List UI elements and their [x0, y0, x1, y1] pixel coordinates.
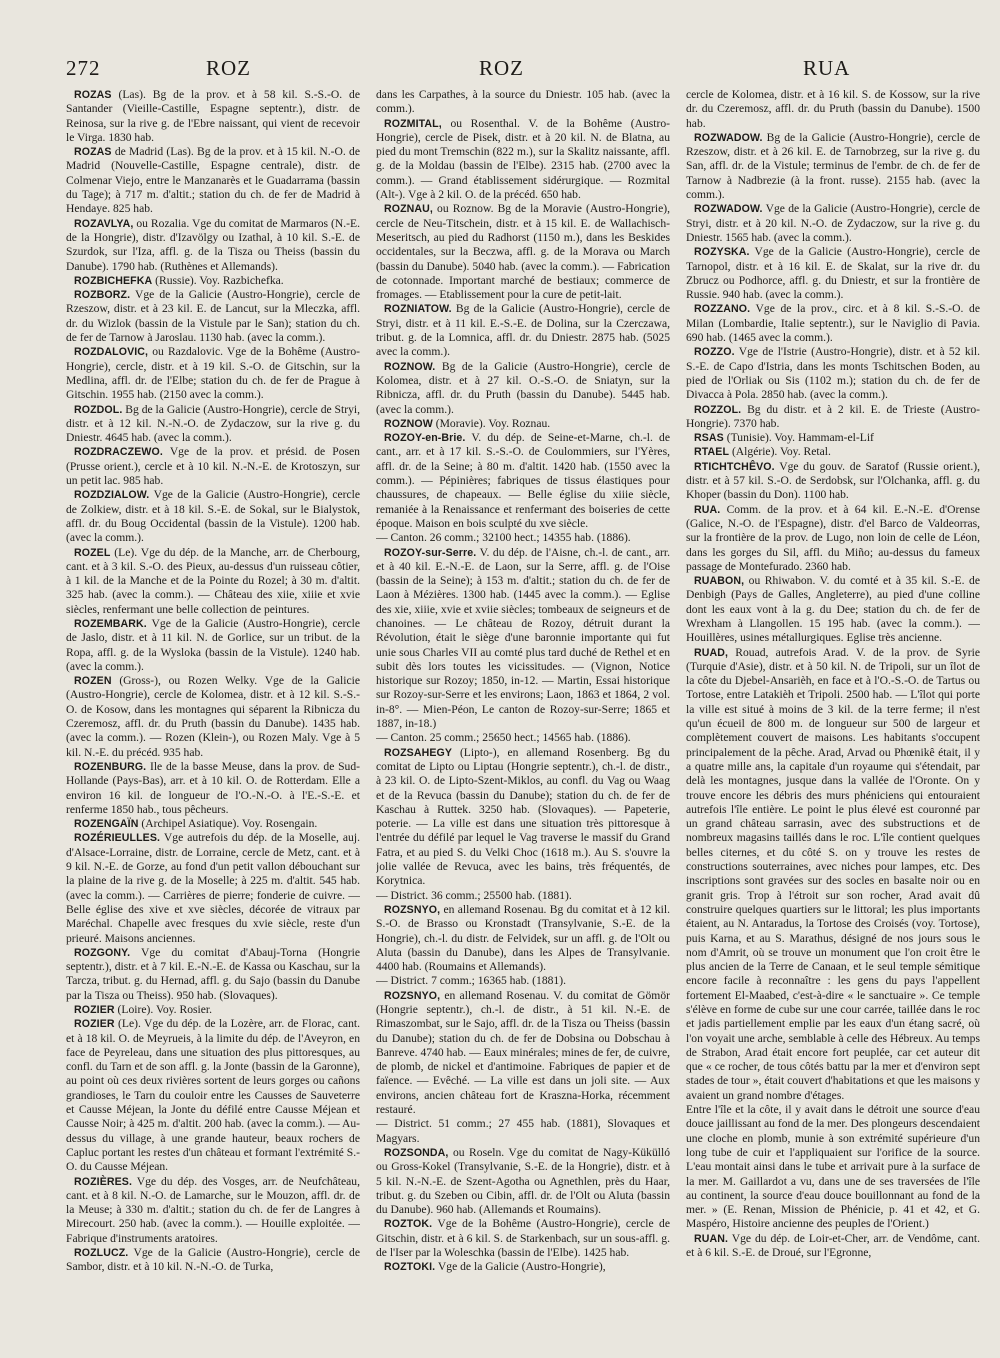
entry-text: Vge de la Galicie (Austro-Hongrie), cercle de Rzeszow, distr. et à 23 kil. E. de Lancut, sur la Mleczka, affl. dr. du Wizlok (bassin de la Vistule par le San); station du ch. de fer de Tarnow à Jaroslau. 1130 hab. (avec la comm.).: [66, 288, 360, 345]
entry-text: (Russie). Voy. Razbichefka.: [155, 273, 284, 287]
entry-text: ou Roseln. Vge du comitat de Nagy-Kükülló ou Gross-Kokel (Transylvanie, S.-E. de la Hongrie), distr. et à 5 kil. N.-N.-E. de Szent-Agotha ou Agnethlen, près du Haar, tribut. g. du Szeben ou Cibin, affl. dr. de l'Olt ou Aluta (bassin du Danube). 960 hab. (Allemands et Roumains).: [376, 1145, 670, 1217]
entry-text: V. du dép. de Seine-et-Marne, ch.-l. de cant., arr. et à 17 kil. S.-S.-O. de Coulommiers, sur l'Yères, affl. dr. de la Seine; à 80 m. d'altit. 1420 hab. (1550 avec la comm.). — Pépinières; fabriques de tissus élastiques pour chaussures, de chapeaux. — Belle église du xiiie siècle, remaniée à la Renaissance et renfermant des boiseries de cette époque. Maison en bois sculpté du xve siècle.: [376, 431, 670, 530]
dictionary-entry: [376, 202, 670, 302]
entry-headword: ROZNAU,: [384, 203, 433, 216]
entry-headword: ROZZOL.: [694, 403, 742, 416]
dictionary-entry: [686, 1103, 980, 1232]
entry-headword: ROZOY-en-Brie.: [384, 432, 466, 445]
entry-headword: ROZMITAL,: [384, 117, 442, 130]
column-left: [66, 88, 360, 1275]
dictionary-entry: [686, 431, 980, 445]
dictionary-entry: [66, 546, 360, 617]
entry-text: Vge de la Galicie (Austro-Hongrie), cercle de Sambor, distr. et à 10 kil. N.-N.-O. de Turka,: [66, 1246, 360, 1274]
entry-headword: ROZNIATOW.: [384, 303, 452, 316]
entry-text: — District. 51 comm.; 27 455 hab. (1881), Slovaques et Magyars.: [376, 1117, 670, 1145]
entry-headword: ROZNOW.: [384, 360, 436, 373]
entry-headword: ROZZANO.: [694, 303, 751, 316]
page-number: 272: [66, 56, 101, 80]
dictionary-entry: [686, 460, 980, 503]
entry-headword: ROZTOKI.: [384, 1261, 436, 1274]
entry-headword: ROZENGAÏN: [74, 818, 139, 831]
dictionary-entry: [376, 431, 670, 531]
dictionary-entry: [66, 817, 360, 831]
entry-text: de Madrid (Las). Bg de la prov. et à 15 kil. N.-O. de Madrid (Nouvelle-Castille, Espagne centrale), distr. de Colmenar Viejo, entre le Manzanarès et le Guadarrama (bassin du Tage); à 717 m. d'altit.; station du ch. de fer de Madrid à Hendaye. 825 hab.: [66, 145, 360, 216]
dictionary-entry: [376, 117, 670, 203]
dictionary-entry: [376, 417, 670, 431]
dictionary-entry: [686, 131, 980, 202]
entry-headword: ROZBICHEFKA: [74, 274, 153, 287]
entry-headword: ROZTOK.: [384, 1218, 433, 1231]
entry-headword: ROZÉRIEULLES.: [74, 832, 161, 845]
entry-headword: ROZDRACZEWO.: [74, 446, 163, 459]
entry-text: Bg de la Galicie (Austro-Hongrie), cercle de Kolomea, distr. et à 27 kil. O.-S.-O. de Sniatyn, sur la Ribnicza, affl. dr. du Pruth (bassin du Danube). 5445 hab. (avec la comm.).: [376, 359, 670, 416]
entry-text: (Le). Vge du dép. de la Manche, arr. de Cherbourg, cant. et à 3 kil. S.-O. des Pieux, au-dessus d'un ruisseau côtier, à 1 kil. de la Manche et de la Pointe du Rozel; à 30 m. d'altit. 325 hab. (avec la comm.). — Château des xiie, xiiie et xvie siècles, renfermant une belle collection de peintures.: [66, 545, 360, 616]
entry-headword: ROZSAHEGY: [384, 746, 453, 759]
entry-headword: ROZDZIALOW.: [74, 489, 150, 502]
entry-text: Vge du gouv. de Saratof (Russie orient.), distr. et à 57 kil. S.-O. de Serdobsk, sur l'Olchanka, affl. g. du Khoper (bassin du Don). 1100 hab.: [686, 459, 980, 502]
dictionary-entry: [376, 531, 670, 545]
entry-text: (Loire). Voy. Rosier.: [117, 1003, 212, 1016]
entry-headword: RUAD,: [694, 646, 729, 659]
dictionary-entry: [686, 1232, 980, 1261]
entry-text: (Las). Bg de la prov. et à 58 kil. S.-S.-O. de Santander (Vieille-Castille, Espagne septentr.), distr. de Reinosa, sur la rive g. de l'Ebre naissant, qui vient de recevoir le Virga. 1830 hab.: [66, 88, 360, 144]
entry-text: Ile de la basse Meuse, dans la prov. de Sud-Hollande (Pays-Bas), arr. et à 10 kil. O. de Rotterdam. Elle a environ 16 kil. de longueur de l'O.-N.-O. à l'E.-S.-E. et renferme 1850 hab., tous pêcheurs.: [66, 759, 360, 816]
entry-headword: ROZLUCZ.: [74, 1247, 129, 1260]
dictionary-entry: [376, 88, 670, 117]
entry-headword: ROZSNYO,: [384, 903, 441, 916]
entry-text: Rouad, autrefois Arad. V. de la prov. de Syrie (Turquie d'Asie), distr. et à 50 kil. N. de Tripoli, sur un îlot de la côte du Djebel-Ansarièh, en face et à l'O.-S.-O. de Tartus ou Tortose, entre Latakièh et Tripoli. 2500 hab. — L'îlot qui porte la ville est situé à moins de 3 kil. de la terre ferme; il n'est qu'un écueil de 800 m. de longueur sur 500 de largeur et complètement couvert de maisons. Les habitants s'occupent principalement de la pêche. Arad, Arvad ou Phœnikê était, il y a quatre mille ans, la capitale d'un royaume qui s'étendait, par delà les montagnes, jusque dans la vallée de l'Oronte. On y trouve encore les débris des murs phéniciens qui entouraient autrefois l'île entière. Le point le plus élevé est couronné par un grand château sarrasin, avec des substructions et de nombreux magasins taillés dans le roc. L'île contient quelques belles citernes, et du côté S. on y trouve les restes de constructions souterraines, avec niches pour lampes, etc. Des inscriptions sont gravées sur des socles en basalte noir ou en granit gris. Trop à l'étroit sur son rocher, Arad avait dû construire quelques quartiers sur le littoral; les plus importants étaient, au N. Antaradus, la Tortose des Croisés (voy. Tortose), puis Karna, et au S. Marathus, désigné de nos jours sous le nom d'Amrit, où se trouve un monument que l'on croit être le plus ancien de la Terre de Canaan, et le seul temple sémitique encore facile à reconnaître : les gens du pays l'appellent fortement El-Maabed, c'est-à-dire « le sanctuaire ». Ce temple s'élève en forme de cube sur une cour carrée, taillée dans le roc et jadis partiellement emplie par les eaux d'un étang sacré, où l'on voyait une arche, semblable à celle des Hébreux. Au temps de Strabon, Arad était encore fort peuplée, car cet auteur dit que « ce rocher, de tous côtés battu par la mer et d'environ sept stades de tour », était couvert d'habitations et que les maisons y avaient un grand nombre d'étages.: [686, 645, 980, 1102]
page-header: [66, 56, 980, 86]
dictionary-entry: [66, 403, 360, 446]
entry-headword: ROZOY-sur-Serre.: [384, 546, 477, 559]
dictionary-entry: [376, 1260, 670, 1274]
entry-text: (Gross-), ou Rozen Welky. Vge de la Galicie (Austro-Hongrie), cercle de Kolomea, distr. et à 12 kil. S.-S.-O. de Kosow, dans les montagnes qui séparent la Ribnicza du Czeremosz, affl. dr. du Pruth (bassin du Danube). 1435 hab. (avec la comm.). — Rozen (Klein-), ou Rozen Maly. Vge à 5 kil. N.-E. du précéd. 935 hab.: [66, 674, 360, 759]
dictionary-entry: [66, 831, 360, 945]
entry-text: Vge de la Galicie (Austro-Hongrie), cercle de Zolkiew, distr. et à 18 kil. S.-E. de Sokal, sur le Bialystok, affl. dr. du Boug Occidental (bassin de la Vistule). 1200 hab. (avec la comm.).: [66, 488, 360, 545]
dictionary-entry: [376, 1117, 670, 1146]
dictionary-entry: [376, 546, 670, 732]
entry-text: (Moravie). Voy. Roznau.: [435, 416, 551, 430]
entry-headword: RTICHTCHÊVO.: [694, 460, 775, 473]
dictionary-entry: [686, 345, 980, 402]
entry-headword: ROZDOL.: [74, 403, 123, 416]
entry-headword: ROZYSKA.: [694, 246, 750, 259]
entry-text: ou Razdalovic. Vge de la Bohême (Austro-Hongrie), cercle, distr. et à 19 kil. S.-O. de Gitschin, sur la Medlina, affl. dr. de l'Elbe; station du ch. de fer de Prague à Gitschin. 1955 hab. (2150 avec la comm.).: [66, 345, 360, 402]
dictionary-entry: [66, 288, 360, 345]
dictionary-entry: [66, 1246, 360, 1275]
entry-text: Vge du dép. de Loir-et-Cher, arr. de Vendôme, cant. et à 6 kil. S.-E. de Droué, sur l'Egronne,: [686, 1231, 980, 1260]
entry-text: Vge de la Galicie (Austro-Hongrie),: [437, 1260, 606, 1274]
entry-text: Entre l'île et la côte, il y avait dans le détroit une source d'eau douce jaillissant au fond de la mer. Des plongeurs descendaient une cloche en plomb, munie à son extrémité supérieure d'un long tube de cuir et l'appliquaient sur l'orifice de la source. L'eau montait ainsi dans le tube et arrivait pure à la surface de la mer. M. Gaillardot a vu, dans une de ses traversées de l'île au continent, la source d'eau douce bouillonnant au fond de la mer. » (E. Renan, Mission de Phénicie, p. 41 et 42, et G. Maspéro, Histoire ancienne des peuples de l'Orient.): [686, 1103, 980, 1231]
dictionary-entry: [66, 488, 360, 545]
entry-text: — District. 36 comm.; 25500 hab. (1881).: [376, 888, 572, 902]
dictionary-entry: [66, 1003, 360, 1017]
entry-text: Vge de la Bohême (Austro-Hongrie), cercle de Gitschin, distr. et à 6 kil. S. de Starkenbach, sur un sous-affl. g. de l'Iser par la Woleschka (bassin de l'Elbe). 1425 hab.: [376, 1217, 670, 1260]
entry-text: Vge de la Galicie (Austro-Hongrie), cercle de Stryi, distr. et à 20 kil. N.-O. de Zydaczow, sur la rive g. du Dniestr. 1565 hab. (avec la comm.).: [686, 202, 980, 244]
dictionary-entry: [686, 403, 980, 432]
entry-headword: ROZSONDA,: [384, 1146, 449, 1159]
entry-headword: ROZIÈRES.: [74, 1175, 132, 1188]
entry-text: Vge de la prov., circ. et à 8 kil. S.-S.-O. de Milan (Lombardie, Italie septentr.), sur le Naviglio di Pavia. 690 hab. (1465 avec la comm.).: [686, 302, 980, 345]
entry-headword: ROZEL: [74, 546, 111, 559]
dictionary-entry: [376, 1146, 670, 1217]
dictionary-entry: [66, 760, 360, 817]
entry-headword: ROZENBURG.: [74, 760, 147, 773]
text-columns: [66, 88, 980, 1275]
running-head-left: ROZ: [206, 56, 251, 80]
entry-text: V. du dép. de l'Aisne, ch.-l. de cant., arr. et à 40 kil. E.-N.-E. de Laon, sur la Serre, affl. g. de l'Oise (bassin de la Seine); à 153 m. d'altit.; station du ch. de fer de Laon à Mézières. 1300 hab. (1445 avec la comm.). — Eglise des xie, xiiie, xvie et xviie siècles; tombeaux de seigneurs et de chanoines. — Le château de Rozoy, détruit durant la Révolution, était le siège d'une baronnie importante qui fut unie sous Charles VII au comté plus tard duché de Rethel et en subit dès lors toutes les vicissitudes. — (Vignon, Notice historique sur Rozoy; 1850, in-12. — Martin, Essai historique sur Rozoy-sur-Serre et les environs; Laon, 1863 et 1864, 2 vol. in-8°. — Mien-Péon, Le canton de Rozoy-sur-Serre; 1865 et 1887, in-18.): [376, 545, 670, 731]
column-middle: [376, 88, 670, 1275]
entry-headword: ROZWADOW.: [694, 203, 763, 216]
entry-headword: ROZZO.: [694, 346, 735, 359]
entry-text: cercle de Kolomea, distr. et à 16 kil. S. de Kossow, sur la rive dr. du Czeremosz, affl. dr. du Pruth (bassin du Danube). 1500 hab.: [686, 88, 980, 130]
entry-headword: ROZAS: [74, 89, 112, 101]
entry-text: Bg du distr. et à 2 kil. E. de Trieste (Austro-Hongrie). 7370 hab.: [686, 402, 980, 430]
dictionary-entry: [686, 302, 980, 345]
entry-text: ou Rhiwabon. V. du comté et à 35 kil. S.-E. de Denbigh (Pays de Galles, Angleterre), au pied d'une colline dont les eaux vont à la g. du Dee; station du ch. de fer de Wrexham à Llangollen. 15 195 hab. (avec la comm.). — Houillères, usines métallurgiques. Eglise très ancienne.: [686, 574, 980, 645]
entry-headword: RUA.: [694, 503, 721, 516]
entry-text: Vge de l'Istrie (Austro-Hongrie), distr. et à 52 kil. S.-E. de Capo d'Istria, dans les monts Tschitschen Boden, au pied de l'Orliak ou Sis (1102 m.); station du ch. de fer de Divacca à Pola. 2850 hab. (avec la comm.).: [686, 345, 980, 402]
dictionary-entry: [686, 445, 980, 459]
entry-headword: ROZAS: [74, 146, 112, 159]
entry-headword: ROZDALOVIC,: [74, 346, 149, 359]
entry-text: Vge autrefois du dép. de la Moselle, auj. d'Alsace-Lorraine, distr. de Lorraine, cercle de Metz, cant. et à 9 kil. N.-E. de Gorze, au fond d'un petit vallon débouchant sur la plaine de la rive g. de la Moselle; à 225 m. d'altit. 545 hab. (avec la comm.). — Carrières de pierre; fonderie de cuivre. — Belle église des xive et xve siècles, décorée de vitraux par Maréchal. Chapelle avec fresques du xvie siècle, reste d'un prieuré. Maisons anciennes.: [66, 831, 360, 945]
entry-headword: RUAN.: [694, 1232, 729, 1245]
dictionary-entry: [66, 145, 360, 216]
entry-headword: ROZIER: [74, 1004, 115, 1016]
entry-headword: ROZIER: [74, 1018, 115, 1031]
dictionary-entry: [66, 88, 360, 145]
dictionary-entry: [376, 974, 670, 988]
dictionary-entry: [686, 574, 980, 645]
running-head-right: RUA: [803, 56, 851, 80]
entry-text: en allemand Rosenau. V. du comitat de Gömör (Hongrie septentr.), ch.-l. de distr., à 51 kil. N.-E. de Rimaszombat, sur le Sajo, affl. dr. de la Tisza ou Theiss (bassin du Danube); station du ch. de fer de Dobsina ou Dobschau à Banreve. 4740 hab. — Eaux minérales; mines de fer, de cuivre, de plomb, de nickel et d'antimoine. Fabriques de papier et de faïence. — Evêché. — La ville est dans un joli site. — Aux environs, ancien château fort de Kraszna-Horka, récemment restauré.: [376, 988, 670, 1117]
dictionary-entry: [376, 1217, 670, 1260]
entry-text: ou Rosenthal. V. de la Bohême (Austro-Hongrie), cercle de Pisek, distr. et à 20 kil. N. de Blatna, au pied du mont Tremschin (822 m.), sur la Skalitz naissante, affl. g. de la Moldau (bassin de l'Elbe). 2315 hab. (2700 avec la comm.). — Grand établissement sidérurgique. — Rozmital (Alt-). Vge à 2 kil. O. de la précéd. 650 hab.: [376, 116, 670, 202]
entry-text: Comm. de la prov. et à 64 kil. E.-N.-E. d'Orense (Galice, N.-O. de l'Espagne), distr. d'el Barco de Valdeorras, sur la frontière de la prov. de Lugo, non loin de celle de Léon, dans les gorges du Sil, affl. du Miño; au-dessus du fameux passage de Montefurado. 2360 hab.: [686, 502, 980, 573]
dictionary-entry: [376, 302, 670, 359]
dictionary-entry: [66, 617, 360, 674]
entry-text: Bg de la Galicie (Austro-Hongrie), cercle de Stryi, distr. et à 11 kil. E.-S.-E. de Dolina, sur la Czerczawa, tribut. g. de la Lomnica, affl. dr. du Dniestr. 2875 hab. (5025 avec la comm.).: [376, 302, 670, 359]
entry-text: (Lipto-), en allemand Rosenberg. Bg du comitat de Lipto ou Liptau (Hongrie septentr.), ch.-l. de distr., à 23 kil. O. de Lipto-Szent-Miklos, au confl. du Vag ou Waag et de la Revuca (bassin du Danube); station du ch. de fer de Kaschau à Ruttek. 3250 hab. (Slovaques). — Papeterie, poterie. — La ville est dans une situation très pittoresque à l'entrée du défilé par lequel le Vag traverse le massif du Grand Fatra, et au pied S. du Velki Choc (1618 m.). Au S. s'ouvre la jolie vallée de Revuca, avec les bains, très fréquentés, de Korytnica.: [376, 745, 670, 888]
entry-text: Vge de la prov. et présid. de Posen (Prusse orient.), cercle et à 10 kil. N.-N.-E. de Krotoszyn, sur un petit lac. 985 hab.: [66, 445, 360, 488]
dictionary-entry: [686, 245, 980, 302]
dictionary-entry: [66, 1017, 360, 1174]
entry-headword: ROZGONY.: [74, 946, 131, 959]
entry-text: ou Roznow. Bg de la Moravie (Austro-Hongrie), cercle de Neu-Titschein, distr. et à 15 kil. E. de Wallachisch-Meseritsch, au pied du Radhorst (1150 m.), dans les Beskides occidentales, sur la Beczwa, affl. g. de la Morava ou March (bassin du Danube). 5040 hab. (avec la comm.). — Fabrication de cotonnade. Important marché de bestiaux; commerce de fromages. — Etablissement pour la cure de petit-lait.: [376, 202, 670, 302]
entry-text: — Canton. 25 comm.; 25650 hect.; 14565 hab. (1886).: [376, 731, 631, 745]
dictionary-entry: [376, 360, 670, 417]
running-head-middle: ROZ: [479, 56, 524, 80]
entry-headword: ROZEN: [74, 675, 112, 688]
entry-text: ou Rozalia. Vge du comitat de Marmaros (N.-E. de la Hongrie), distr. d'Izavölgy ou Izathal, à 10 kil. S.-E. de Szurdok, sur l'Iza, affl. g. de la Tisza ou Theiss (bassin du Danube). 1790 hab. (Ruthènes et Allemands).: [66, 216, 360, 273]
dictionary-entry: [66, 445, 360, 488]
dictionary-entry: [66, 946, 360, 1003]
entry-headword: RTAEL: [694, 446, 730, 459]
entry-text: en allemand Rosenau. Bg du comitat et à 12 kil. S.-O. de Brasso ou Kronstadt (Transylvanie, S.-E. de la Hongrie), ch.-l. du distr. de Felvidek, sur un affl. g. de l'Olt ou Aluta (bassin du Danube), dans les Alpes de Transylvanie. 4400 hab. (Roumains et Allemands).: [376, 902, 670, 974]
dictionary-entry: [376, 746, 670, 889]
entry-text: Vge du dép. des Vosges, arr. de Neufchâteau, cant. et à 8 kil. N.-O. de Lamarche, sur le Mouzon, affl. dr. de la Meuse; à 330 m. d'altit.; station du ch. de fer de Langres à Mirecourt. 250 hab. (avec la comm.). — Houille exploitée. — Fabrique d'instruments aratoires.: [66, 1174, 360, 1245]
entry-text: (Le). Vge du dép. de la Lozère, arr. de Florac, cant. et à 18 kil. O. de Meyrueis, à la limite du dép. de l'Aveyron, en face de Peyreleau, dans une situation des plus pittoresques, au confl. du Tarn et de son affl. g. la Jonte (bassin de la Garonne), au point où ces deux rivières sortent de leurs gorges ou cañons grandioses, le Tarn du couloir entre les Causses de Sauveterre et Causse Méjean, la Jonte du défilé entre Causse Méjean et Causse Noir; à 425 m. d'altit. 200 hab. (avec la comm.). — Au-dessus du village, à une grande hauteur, beaux rochers de Capluc portant les restes d'un château et formant l'extrémité S.-O. du Causse Méjean.: [66, 1017, 360, 1174]
entry-text: — District. 7 comm.; 16365 hab. (1881).: [376, 974, 566, 988]
entry-text: Bg de la Galicie (Austro-Hongrie), cercle de Rzeszow, distr. et à 26 kil. E. de Tarnobrzeg, sur la rive g. du San, affl. dr. de la Vistule; terminus de l'embr. de ch. de fer de Tarnow à Nadbrezie (à la front. russe). 2155 hab. (avec la comm.).: [686, 130, 980, 202]
entry-headword: RUABON,: [694, 575, 745, 588]
dictionary-entry: [686, 503, 980, 574]
dictionary-entry: [376, 989, 670, 1118]
entry-text: Vge du comitat d'Abauj-Torna (Hongrie septentr.), distr. et à 7 kil. E.-N.-E. de Kassa ou Kaschau, sur la Tarcza, tribut. g. du Hernad, affl. g. du Sajo (bassin du Danube par la Tisza ou Theiss). 950 hab. (Slovaques).: [66, 945, 360, 1002]
dictionary-entry: [66, 274, 360, 288]
entry-text: (Tunisie). Voy. Hammam-el-Lif: [726, 431, 874, 445]
entry-text: — Canton. 26 comm.; 32100 hect.; 14355 hab. (1886).: [376, 531, 631, 545]
entry-text: Bg de la Galicie (Austro-Hongrie), cercle de Stryi, distr. et à 12 kil. N.-N.-O. de Zydaczow, sur la rive g. du Dniestr. 4645 hab. (avec la comm.).: [66, 402, 360, 445]
dictionary-entry: [376, 889, 670, 903]
entry-text: Vge de la Galicie (Austro-Hongrie), cercle de Tarnopol, distr. et à 16 kil. E. de Skalat, sur la rive dr. du Zbrucz ou Podhorce, affl. g. du Dniestr, et sur la frontière de Russie. 940 hab. (avec la comm.).: [686, 245, 980, 302]
entry-headword: ROZNOW: [384, 417, 433, 430]
entry-text: dans les Carpathes, à la source du Dniestr. 105 hab. (avec la comm.).: [376, 88, 670, 116]
dictionary-entry: [686, 202, 980, 245]
dictionary-entry: [376, 903, 670, 974]
dictionary-entry: [66, 345, 360, 402]
entry-headword: ROZAVLYA,: [74, 217, 134, 230]
entry-headword: ROZBORZ.: [74, 289, 131, 302]
column-right: [686, 88, 980, 1275]
entry-headword: ROZEMBARK.: [74, 617, 147, 630]
dictionary-entry: [66, 674, 360, 760]
entry-headword: RSAS: [694, 432, 724, 445]
entry-headword: ROZSNYO,: [384, 989, 441, 1002]
dictionary-entry: [686, 646, 980, 1104]
dictionary-entry: [66, 217, 360, 274]
entry-text: (Archipel Asiatique). Voy. Rosengain.: [141, 817, 318, 831]
entry-text: Vge de la Galicie (Austro-Hongrie), cercle de Jaslo, distr. et à 11 kil. N. de Gorlice, sur un tribut. de la Ropa, affl. g. de la Wysloka (bassin de la Vistule). 1240 hab. (avec la comm.).: [66, 616, 360, 673]
dictionary-entry: [66, 1175, 360, 1246]
entry-text: (Algérie). Voy. Retal.: [731, 445, 831, 459]
dictionary-entry: [686, 88, 980, 131]
dictionary-entry: [376, 731, 670, 745]
entry-headword: ROZWADOW.: [694, 131, 763, 144]
